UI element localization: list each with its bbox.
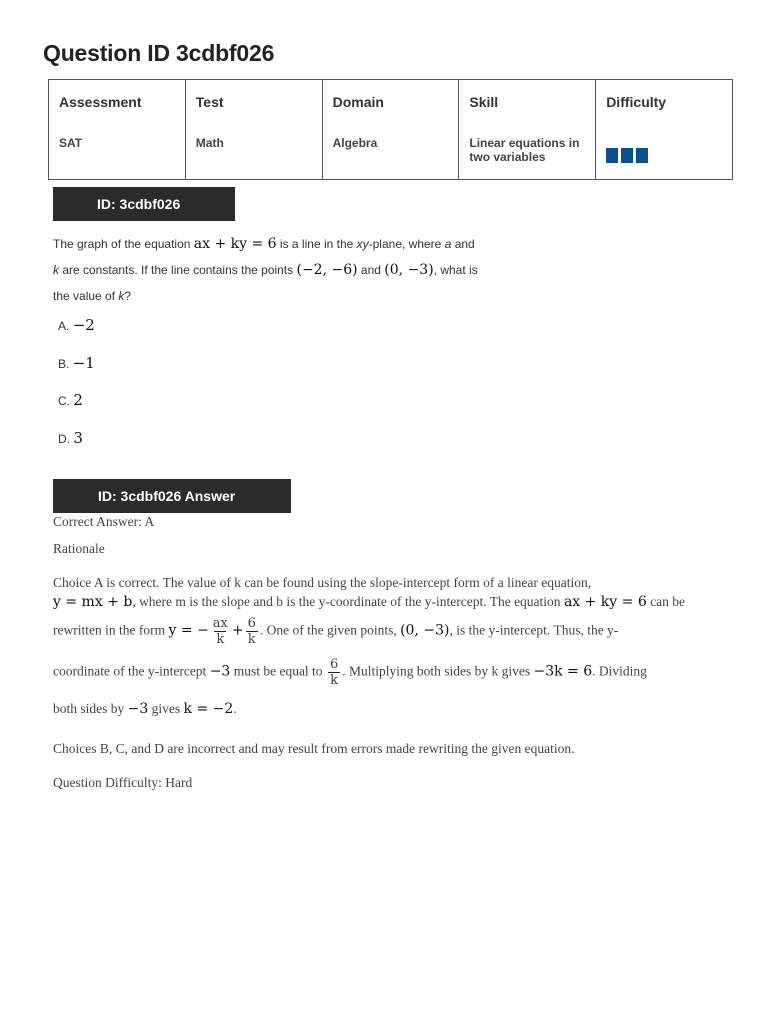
domain-cell — [322, 80, 459, 180]
rationale-line-2: y = mx + b, where m is the slope and b is the y-coordinate of the y-intercept. The equation ax + ky = 6 can be — [53, 594, 685, 610]
choice-a-value: −2 — [72, 316, 95, 334]
choice-c-label: C. — [58, 394, 70, 408]
difficulty-cell — [596, 80, 733, 180]
question-stem-line-3: the value of k? — [53, 289, 132, 303]
question-id-banner: ID: 3cdbf026 — [53, 187, 235, 221]
fraction-6-over-k: $\frac{6}{k}$ — [247, 616, 256, 647]
rationale-line-5: both sides by −3 gives k = −2. — [53, 701, 237, 717]
question-stem-line-1: The graph of the equation ax + ky = 6 is a line in the xy-plane, where a and — [53, 236, 475, 252]
point-2: (0, −3) — [384, 262, 434, 278]
given-equation: ax + ky = 6 — [563, 594, 647, 610]
choice-a-label: A. — [58, 319, 70, 333]
difficulty-bar — [636, 148, 648, 163]
solution-k: k = −2 — [183, 701, 234, 717]
test-header: Test — [195, 94, 224, 110]
question-difficulty: Question Difficulty: Hard — [53, 775, 193, 790]
domain-header: Domain — [332, 94, 384, 110]
rationale-line-4: coordinate of the y-intercept −3 must be equal to $\frac{6}{k}$ . Multiplying both sides by k gives −3k = 6. Dividing — [53, 657, 647, 688]
point-1: (−2, −6) — [296, 262, 358, 278]
choice-d — [58, 429, 83, 447]
test-cell — [185, 80, 322, 180]
equation-inline: ax + ky = 6 — [193, 236, 277, 252]
skill-header: Skill — [469, 94, 499, 110]
domain-value: Algebra — [332, 136, 378, 150]
rationale-incorrect-choices: Choices B, C, and D are incorrect and may result from errors made rewriting the given equation. — [53, 741, 575, 756]
test-value: Math — [195, 136, 224, 150]
choice-b-value: −1 — [72, 354, 95, 372]
y-intercept-point: (0, −3) — [400, 622, 450, 639]
difficulty-bar — [621, 148, 633, 163]
difficulty-header: Difficulty — [606, 94, 667, 110]
choice-b-label: B. — [58, 357, 70, 371]
assessment-cell — [49, 80, 186, 180]
choice-c — [58, 391, 83, 409]
skill-cell — [459, 80, 596, 180]
assessment-value: SAT — [59, 136, 83, 150]
skill-value: Linear equations in two variables — [469, 136, 580, 164]
choice-c-value: 2 — [73, 391, 83, 409]
page-title: Question ID 3cdbf026 — [43, 40, 275, 66]
difficulty-indicator — [606, 148, 722, 163]
choice-d-value: 3 — [73, 429, 83, 447]
answer-id-banner: ID: 3cdbf026 Answer — [53, 479, 291, 513]
fraction-ax-over-k: $\frac{ax}{k}$ — [212, 616, 228, 647]
question-metadata-table — [48, 79, 733, 180]
rationale-label: Rationale — [53, 541, 105, 556]
difficulty-bar — [606, 148, 618, 163]
choice-b — [58, 354, 95, 372]
choice-d-label: D. — [58, 432, 70, 446]
fraction-6-over-k-2: $\frac{6}{k}$ — [329, 657, 339, 688]
rationale-line-1: Choice A is correct. The value of k can be found using the slope-intercept form of a linear equation, — [53, 575, 592, 590]
slope-intercept-formula: y = mx + b — [53, 594, 133, 610]
assessment-header: Assessment — [59, 94, 142, 110]
rationale-line-3: rewritten in the form y = − $\frac{ax}{k}$ + $\frac{6}{k}$ . One of the given points, (0, −3), is the y-intercept. Thus, the y- — [53, 616, 619, 647]
correct-answer: Correct Answer: A — [53, 514, 155, 529]
choice-a — [58, 316, 95, 334]
question-stem-line-2: k are constants. If the line contains the points (−2, −6) and (0, −3), what is — [53, 262, 478, 278]
